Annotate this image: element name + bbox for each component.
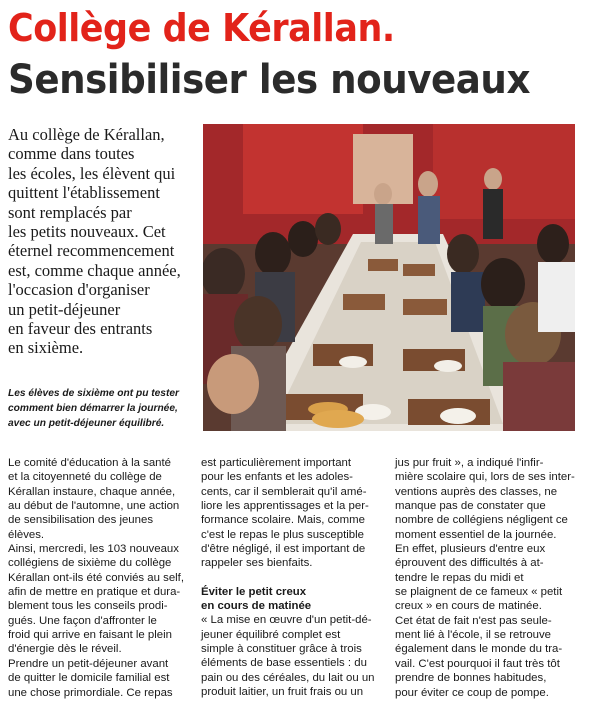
article-line: formance scolaire. Mais, comme: [201, 514, 365, 527]
article-line: simple à constituer grâce à trois: [201, 643, 362, 656]
chapeau-line: en sixième.: [8, 338, 84, 358]
article-line: produit laitier, un fruit frais ou un: [201, 686, 364, 699]
article-line: tendre le repas du midi et: [395, 571, 524, 584]
article-line: ventions auprès des classes, ne: [395, 485, 558, 498]
article-line: éléments de base essentiels : du: [201, 657, 367, 670]
article-line: pour éviter ce coup de pompe.: [395, 686, 549, 699]
article-line: nombre de collégiens négligent ce: [395, 514, 568, 527]
chapeau-line: est, comme chaque année,: [8, 260, 181, 280]
article-line: cents, car il semblerait qu'il amé-: [201, 485, 367, 498]
article-line: blement tous les conseils prodi-: [8, 600, 168, 613]
article-line: vail. C'est pourquoi il faut très tôt: [395, 657, 560, 670]
chapeau-line: l'occasion d'organiser: [8, 280, 150, 300]
article-line: Ainsi, mercredi, les 103 nouveaux: [8, 543, 179, 556]
chapeau-line: en faveur des entrants: [8, 319, 153, 339]
article-line: Le comité d'éducation à la santé: [8, 457, 172, 469]
article-line: prendre de bonnes habitudes,: [395, 672, 547, 685]
article-line: ment lié à l'école, il se retrouve: [395, 629, 552, 642]
photo-caption: [8, 386, 198, 431]
article-line: de quitter le domicile familial est: [8, 672, 170, 685]
chapeau-line: éternel recommencement: [8, 241, 175, 261]
article-line: creux » en cours de matinée.: [395, 600, 542, 613]
article-line: pain ou des céréales, du lait ou un: [201, 671, 375, 684]
chapeau-line: sont remplacés par: [8, 202, 132, 222]
article-line: est particulièrement important: [201, 457, 352, 469]
article-column-2: [201, 456, 383, 700]
article-line: collégiens de sixième du collège: [8, 557, 172, 570]
article-line: d'énergie dès le réveil.: [8, 643, 122, 656]
article-column-1: [8, 456, 188, 700]
caption-line: Les élèves de sixième ont pu tester: [8, 388, 179, 399]
chapeau: [8, 125, 198, 358]
article-line: une chose primordiale. Ce repas: [8, 686, 173, 699]
article-line: se plaignent de ce fameux « petit: [395, 586, 563, 599]
article-line: jeuner équilibré complet est: [201, 628, 341, 641]
article-line: c'est le repas le plus susceptible: [201, 528, 364, 541]
article-line: de sensibilisation des jeunes: [8, 514, 154, 527]
article-line: jus pur fruit », a indiqué l'infir-: [395, 457, 544, 469]
article-line: éprouvent des difficultés à at-: [395, 557, 544, 570]
caption-line: avec un petit-déjeuner équilibré.: [8, 418, 165, 429]
headline: Sensibiliser les nouveaux: [8, 57, 530, 103]
chapeau-line: les écoles, les élèvent qui: [8, 163, 176, 183]
article-line: moment essentiel de la journée.: [395, 528, 557, 541]
article-line: liore les apprentissages et la per-: [201, 500, 369, 513]
article-line: au début de l'automne, une action: [8, 500, 180, 513]
article-line: Prendre un petit-déjeuner avant: [8, 657, 169, 670]
article-line: rappeler ses bienfaits.: [201, 557, 313, 570]
article-line: pour les enfants et les adoles-: [201, 471, 353, 484]
article-line: d'être négligé, il est important de: [201, 543, 366, 556]
article-line: manque pas de constater que: [395, 500, 546, 513]
kicker: Collège de Kérallan.: [8, 6, 395, 50]
article-line: mière scolaire qui, lors de ses inter-: [395, 471, 575, 484]
article-line: gués. Une façon d'affronter le: [8, 614, 157, 627]
chapeau-line: quittent l'établissement: [8, 183, 160, 203]
article-line: froid qui arrive en faisant le plein: [8, 629, 172, 642]
chapeau-line: un petit-déjeuner: [8, 299, 121, 319]
article-line: également dans le monde du tra-: [395, 643, 563, 656]
cafeteria-photo-icon: [203, 124, 575, 431]
chapeau-line: comme dans toutes: [8, 144, 135, 164]
article-line: Kérallan instaure, chaque année,: [8, 485, 176, 498]
chapeau-line: les petits nouveaux. Cet: [8, 222, 166, 242]
subheading-line: Éviter le petit creux: [201, 585, 307, 598]
article-line: Cet état de fait n'est pas seule-: [395, 614, 552, 627]
chapeau-line: Au collège de Kérallan,: [8, 125, 165, 144]
article-column-3: [395, 456, 579, 700]
article-line: et la citoyenneté du collège de: [8, 471, 162, 484]
article-line: Kérallan ont-ils été conviés au self,: [8, 571, 185, 584]
article-line: « La mise en œuvre d'un petit-dé-: [201, 614, 372, 627]
article-line: En effet, plusieurs d'entre eux: [395, 543, 546, 556]
caption-line: comment bien démarrer la journée,: [8, 403, 178, 414]
article-line: afin de mettre en pratique et dura-: [8, 586, 181, 599]
article-line: élèves.: [8, 528, 45, 541]
subheading-line: en cours de matinée: [201, 600, 312, 613]
